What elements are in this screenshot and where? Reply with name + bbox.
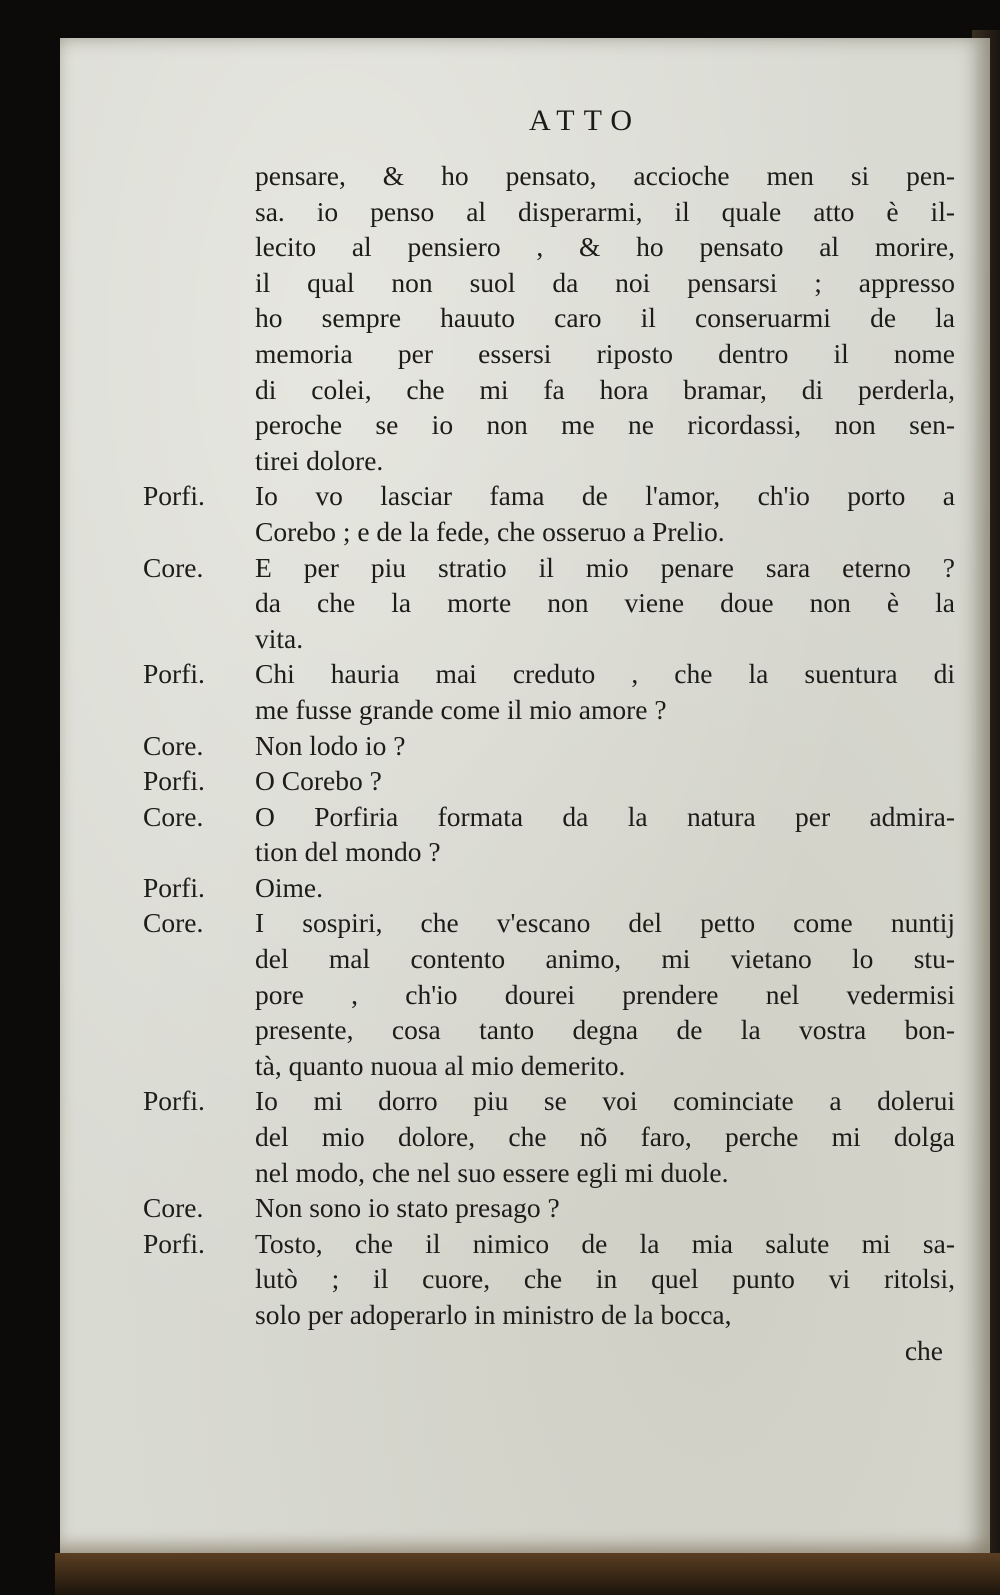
speaker-label: Porfi. [143, 658, 205, 690]
text-line: di colei, che mi fa hora bramar, di perderla, [255, 373, 955, 405]
speech [143, 1226, 955, 1333]
text-line: del mio dolore, che nõ faro, perche mi dolga [255, 1121, 955, 1153]
text-line: Non sono io stato presago ? [255, 1192, 560, 1224]
speech [143, 870, 955, 906]
text-line: me fusse grande come il mio amore ? [255, 693, 667, 725]
speech [143, 1190, 955, 1226]
speaker-label: Porfi. [143, 871, 205, 903]
text-block [143, 158, 955, 1368]
text-line: il qual non suol da noi pensarsi ; appresso [255, 266, 955, 298]
text-line: del mal contento animo, mi vietano lo stu- [255, 943, 955, 975]
text-line: ho sempre hauuto caro il conseruarmi de la [255, 302, 955, 334]
speech [143, 1083, 955, 1190]
text-line: E per piu stratio il mio penare sara eterno ? [255, 551, 955, 583]
text-line: da che la morte non viene doue non è la [255, 587, 955, 619]
text-line: Corebo ; e de la fede, che osseruo a Prelio. [255, 515, 725, 547]
intro-passage [255, 158, 955, 478]
text-line: Oime. [255, 871, 323, 903]
speaker-label: Porfi. [143, 765, 205, 797]
text-line: memoria per essersi riposto dentro il nome [255, 337, 955, 369]
text-line: tà, quanto nuoua al mio demerito. [255, 1049, 626, 1081]
running-head: ATTO [528, 104, 642, 137]
text-line: Non lodo io ? [255, 729, 406, 761]
speech [143, 799, 955, 870]
dialogue [143, 478, 955, 1332]
speech [143, 905, 955, 1083]
text-line: tirei dolore. [255, 444, 384, 476]
book-edge-bottom [55, 1553, 1000, 1595]
book-page [60, 38, 990, 1553]
speaker-label: Core. [143, 729, 204, 761]
text-line: O Corebo ? [255, 765, 382, 797]
catchword: che [904, 1334, 943, 1366]
speaker-label: Core. [143, 1192, 204, 1224]
speech [143, 763, 955, 799]
text-line: sa. io penso al disperarmi, il quale atto è il- [255, 195, 955, 227]
text-line: presente, cosa tanto degna de la vostra bon- [255, 1014, 955, 1046]
speech [143, 550, 955, 657]
speech [143, 728, 955, 764]
speaker-label: Core. [143, 551, 204, 583]
text-line: pensare, & ho pensato, accioche men si pen- [255, 160, 955, 191]
text-line: vita. [255, 622, 304, 654]
text-line: nel modo, che nel suo essere egli mi duole. [255, 1156, 729, 1188]
text-line: lutò ; il cuore, che in quel punto vi ritolsi, [255, 1263, 955, 1295]
speech [143, 656, 955, 727]
text-line: I sospiri, che v'escano del petto come nuntij [255, 907, 955, 939]
text-line: pore , ch'io dourei prendere nel vedermisi [255, 978, 955, 1010]
speaker-label: Core. [143, 907, 204, 939]
text-line: Chi hauria mai creduto , che la suentura di [255, 658, 955, 690]
text-line: O Porfiria formata da la natura per admira- [255, 800, 955, 832]
text-line: Io mi dorro piu se voi cominciate a dolerui [255, 1085, 955, 1117]
text-line: tion del mondo ? [255, 836, 441, 868]
text-line: solo per adoperarlo in ministro de la bocca, [255, 1299, 732, 1330]
text-line: lecito al pensiero , & ho pensato al morire, [255, 231, 955, 263]
speaker-label: Core. [143, 800, 204, 832]
speaker-label: Porfi. [143, 1085, 205, 1117]
text-line: Io vo lasciar fama de l'amor, ch'io porto a [255, 480, 955, 512]
text-line: peroche se io non me ne ricordassi, non sen- [255, 409, 955, 441]
speaker-label: Porfi. [143, 1227, 205, 1259]
speech [143, 478, 955, 549]
text-line: Tosto, che il nimico de la mia salute mi sa- [255, 1227, 955, 1259]
speaker-label: Porfi. [143, 480, 205, 512]
